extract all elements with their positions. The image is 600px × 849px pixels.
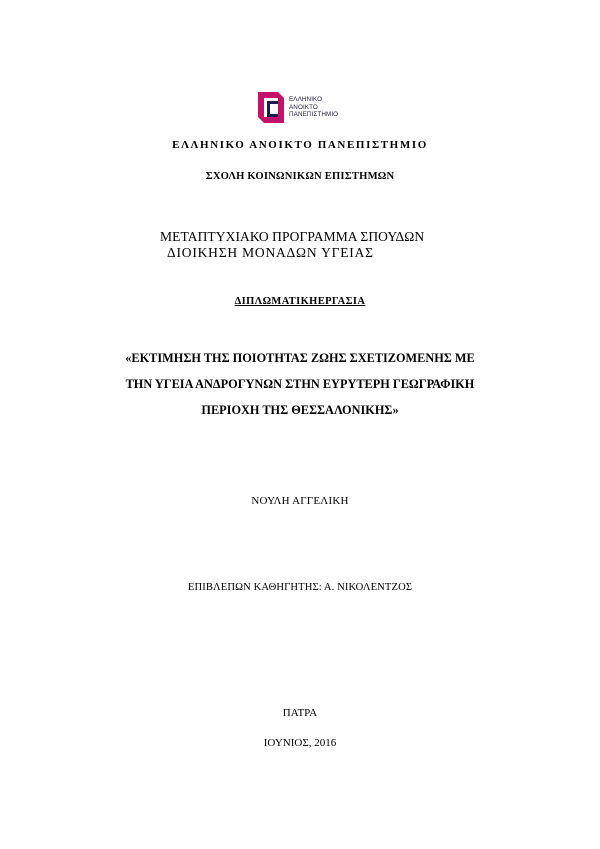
thesis-label: ΔΙΠΛΩΜΑΤΙΚΗΕΡΓΑΣΙΑ — [234, 296, 366, 307]
logo-mark-icon — [258, 90, 290, 126]
university-name: ΕΛΛΗΝΙΚΟ ΑΝΟΙΚΤΟ ΠΑΝΕΠΙΣΤΗΜΙΟ — [172, 139, 428, 151]
thesis-title-line-2: ΤΗΝ ΥΓΕΙΑ ΑΝΔΡΟΓΥΝΩΝ ΣΤΗΝ ΕΥΡΥΤΕΡΗ ΓΕΩΓΡΑΦΙΚΗ — [125, 377, 475, 391]
university-logo — [258, 90, 358, 126]
logo-line-1: ΕΛΛΗΝΙΚΟ — [289, 96, 323, 103]
author-name: ΝΟΥΛΗ ΑΓΓΕΛΙΚΗ — [251, 495, 349, 507]
date: ΙΟΥΝΙΟΣ, 2016 — [263, 737, 337, 749]
thesis-title-line-3: ΠΕΡΙΟΧΗ ΤΗΣ ΘΕΣΣΑΛΟΝΙΚΗΣ» — [201, 403, 399, 417]
program-name: ΜΕΤΑΠΤΥΧΙΑΚΟ ΠΡΟΓΡΑΜΜΑ ΣΠΟΥΔΩΝ — [160, 229, 425, 244]
school-name: ΣΧΟΛΗ ΚΟΙΝΩΝΙΚΩΝ ΕΠΙΣΤΗΜΩΝ — [205, 171, 395, 182]
logo-line-3: ΠΑΝΕΠΙΣΤΗΜΙΟ — [289, 111, 339, 119]
thesis-title-line-1: «ΕΚΤΙΜΗΣΗ ΤΗΣ ΠΟΙΟΤΗΤΑΣ ΖΩΗΣ ΣΧΕΤΙΖΟΜΕΝΗΣ ΜΕ — [125, 351, 475, 365]
logo-line-2: ΑΝΟΙΚΤΟ — [289, 103, 318, 111]
thesis-title — [0, 345, 600, 423]
logo-text — [289, 96, 338, 119]
city: ΠΑΤΡΑ — [282, 707, 318, 719]
supervisor: ΕΠΙΒΛΕΠΩΝ ΚΑΘΗΓΗΤΗΣ: Α. ΝΙΚΟΛΕΝΤΖΟΣ — [187, 582, 413, 593]
program-specialization: ΔΙΟΙΚΗΣΗ ΜΟΝΑΔΩΝ ΥΓΕΙΑΣ — [167, 245, 374, 260]
